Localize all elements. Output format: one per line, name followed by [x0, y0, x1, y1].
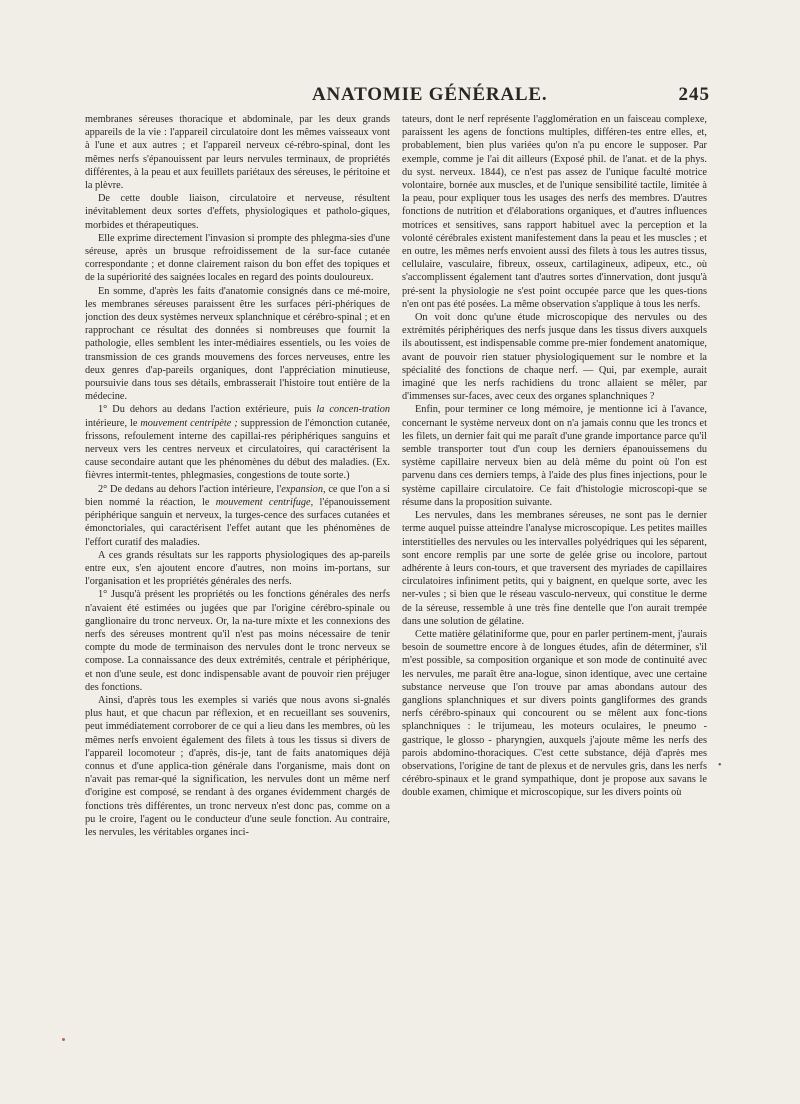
running-header	[80, 84, 710, 112]
paragraph: 1° Du dehors au dedans l'action extérieure, puis la concen-tration intérieure, le mouvement centripète ; suppression de l'émonction cutanée, frissons, refoulement interne des capillai-res périphériques sanguins et nerveux vers les centres nerveux et circulatoires, qui caractérisent la cause secondaire autant que les phénomènes du début des maladies. (Ex. fièvres intermit-tentes, phlegmasies, congestions de toute sorte.)	[85, 404, 390, 482]
right-text-column	[402, 113, 707, 983]
paragraph: Ainsi, d'après tous les exemples si variés que nous avons si-gnalés plus haut, et que chacun par réflexion, et en recueillant ses souvenirs, peut immédiatement corroborer de ce qui a lieu dans les membres, où les mêmes nerfs envoient également des filets à tous les tissus si divers de l'appareil locomoteur ; d'après, dis-je, tant de faits anatomiques déjà connus et d'une applica-tion générale dans l'organisme, mais dont on n'avait pas remar-qué la signification, les nervules dont un même nerf d'origine est composé, se rendant à des organes évidemment chargés de fonctions très différentes, un tronc nerveux n'est donc pas, comme on a pu le croire, l'agent ou le conducteur d'une seule fonction. Au contraire, les nervules, les véritables organes inci-	[85, 694, 390, 838]
paragraph: On voit donc qu'une étude microscopique des nervules ou des extrémités périphériques des nerfs jusque dans les tissus divers auxquels ils aboutissent, est indispensable comme pre-mier fondement anatomique, avant de pouvoir rien statuer physiologiquement sur le nombre et la spécialité des fonctions de chaque nerf. — Qui, par exemple, aurait imaginé que les nerfs rachidiens du tronc allaient se mêler, par d'immenses sur-faces, avec ceux des organes splanchniques ?	[402, 312, 707, 403]
paragraph: De cette double liaison, circulatoire et nerveuse, résultent inévitablement deux sortes d'effets, physiologiques et patholo-giques, morbides et thérapeutiques.	[85, 193, 390, 231]
margin-mark: •	[718, 760, 722, 771]
paragraph: Elle exprime directement l'invasion si prompte des phlegma-sies d'une séreuse, après un brusque refroidissement de la sur-face cutanée correspondante ; et donne clairement raison du bon effet des topiques et de la supériorité des saignées locales en regard des points douloureux.	[85, 232, 390, 284]
paragraph: En somme, d'après les faits d'anatomie consignés dans ce mé-moire, les membranes séreuses paraissent être les surfaces péri-phériques de jonction des deux systèmes nerveux splanchnique et cérébro-spinal ; et en rapprochant ce résultat des données si nombreuses que fournit la pathologie, elles semblent les inter-médiaires essentiels, ou les voies de transmission de ces grands mouvemens des forces nerveuses, entre les deux genres d'ap-pareils organiques, dont l'appréciation minutieuse, poursuivie dans tous ses détails, embrasserait l'histoire tout entière de la médecine.	[85, 285, 390, 403]
paragraph: A ces grands résultats sur les rapports physiologiques des ap-pareils entre eux, s'en ajoutent encore d'autres, non moins im-portans, sur l'organisation et les propriétés générales des nerfs.	[85, 549, 390, 588]
ink-spot	[62, 1038, 65, 1041]
page-number: 245	[678, 84, 710, 105]
paragraph: Enfin, pour terminer ce long mémoire, je mentionne ici à l'avance, concernant le système nerveux dont on n'a jamais connu que les troncs et les filets, un dernier fait qui me paraît d'une grande importance parce qu'il semble transporter tout d'un coup les derniers épanouissemens du système capillaire nerveux bien au delà même du point où l'on est parvenu dans ces derniers temps, à l'aide des plus fines injections, pour le système capillaire circulatoire. Ce fait d'histologie microscopi-que se résume dans la proposition suivante.	[402, 404, 707, 508]
paragraph: membranes séreuses thoracique et abdominale, par les deux grands appareils de la vie : l'appareil circulatoire dont les mêmes vaisseaux vont à l'une et aux autres ; et l'appareil nerveux cé-rébro-spinal, dont les mêmes nerfs s'épanouissent par leurs nervules terminaux, de propriétés différentes, à la peau et aux feuillets pariétaux des séreuses, le péritoine et la plèvre.	[85, 114, 390, 192]
paragraph: Les nervules, dans les membranes séreuses, ne sont pas le dernier terme auquel puisse atteindre l'analyse microscopique. Les petites mailles interstitielles des nervules ou les intervalles polyédriques qui les séparent, sont encore remplis par une sorte de gelée grise ou incolore, partout adhérente à leurs con-tours, et que traversent des myriades de capillaires circulatoires infiniment petits, qui y baignent, en quelque sorte, avec les ner-vules ; si bien que le réseau vasculo-nerveux, qui constitue le derme de la séreuse, ressemble à une très fine dentelle que l'on aurait trempée dans une solution de gélatine.	[402, 510, 707, 627]
paragraph: 1° Jusqu'à présent les propriétés ou les fonctions générales des nerfs n'avaient été estimées ou jugées que par l'origine cérébro-spinale ou ganglionaire du tronc nerveux. Or, la na-ture mixte et les connexions des nerfs des séreuses montrent qu'il n'est pas moins nécessaire de tenir compte du mode de terminaison des nervules dont le tronc nerveux se compose. La connaissance des deux extrémités, centrale et périphérique, et non d'une seule, est donc indispensable avant de pouvoir rien préjuger des fonctions.	[85, 589, 390, 693]
left-text-column	[85, 113, 390, 983]
paragraph: 2° De dedans au dehors l'action intérieure, l'expansion, ce que l'on a si bien nommé la réaction, le mouvement centrifuge, l'épanouissement périphérique sanguin et nerveux, la turges-cence des surfaces cutanées et émonctoriales, qui caractérisent l'effet autant que les phénomènes de l'effort curatif des maladies.	[85, 483, 390, 548]
paragraph: Cette matière gélatiniforme que, pour en parler pertinem-ment, j'aurais besoin de soumettre encore à de longues études, afin de déterminer, s'il m'est possible, sa composition organique et son mode de continuité avec les nervules, me paraît être ana-logue, sinon identique, avec une certaine substance nerveuse que l'on trouve par amas abondans autour des ganglions splanchniques et sur divers points gangliformes des grands nerfs cérébro-spinaux qui concourent ou se mêlent aux fonc-tions splanchniques : le trijumeau, les moteurs oculaires, le pneumo - gastrique, le glosso - pharyngien, auxquels j'ajoute même les nerfs des parois abdomino-thoraciques. C'est cette substance, déjà d'après mes observations, l'origine de tant de plexus et de nervules gris, dans les nerfs cérébro-spinaux et le grand sympathique, dont je propose aux savans le double examen, chimique et microscopique, sur les divers points où	[402, 628, 707, 799]
paragraph: tateurs, dont le nerf représente l'agglomération en un faisceau complexe, paraissent les agens de fonctions multiples, différen-tes entre elles, et, probablement, bien plus variées qu'on n'a pu encore le supposer. Par exemple, comme je l'ai dit ailleurs (Exposé phil. de l'anat. et de la phys. du syst. nerveux. 1844), ce n'est pas assez de l'unique faculté motrice volontaire, bornée aux muscles, et de l'unique sensibilité tactile, limitée à la peau, pour expliquer tous les usages des nerfs des membres. D'autres fonctions de nutrition et d'élaborations organiques, et d'autres influences motrices et sensitives, sans rapport habituel avec la perception et la volonté cérébrales existent manifestement dans la peau et les muscles ; et en outre, les mêmes nerfs envoient aussi des filets à tous les autres tissus, cellulaire, vasculaire, fibreux, osseux, cartilagineux, adipeux, etc., où s'accomplissent également tant d'autres sortes d'innervation, dont jusqu'à pré-sent la physiologie ne s'est point occupée parce que les ques-tions n'en ont pas été posées. La même observation s'applique à tous les nerfs.	[402, 114, 707, 310]
page-title: ANATOMIE GÉNÉRALE.	[312, 84, 548, 105]
